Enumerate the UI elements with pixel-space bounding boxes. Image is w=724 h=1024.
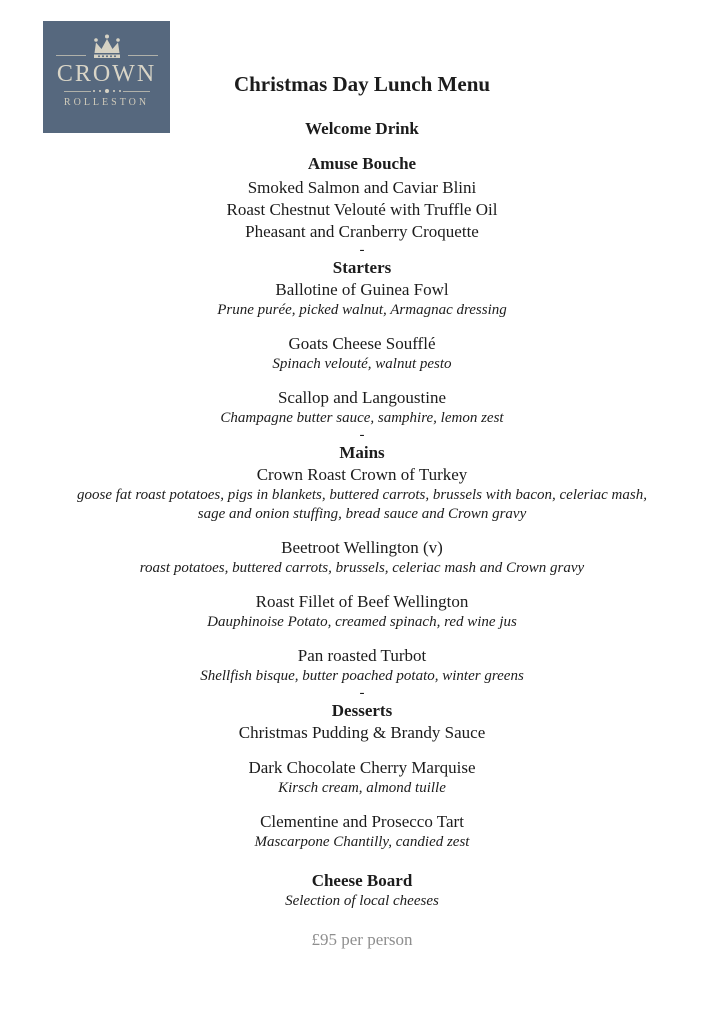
section-heading-welcome-drink: Welcome Drink (305, 119, 419, 138)
crown-rolleston-logo (43, 21, 170, 133)
menu-item: Christmas Pudding & Brandy Sauce (238, 723, 486, 742)
logo-wordmark: CROWN (56, 61, 157, 87)
menu-item: Goats Cheese Soufflé (288, 334, 436, 353)
section-heading-amuse-bouche: Amuse Bouche (307, 154, 417, 173)
section-heading-starters: Starters (332, 258, 392, 277)
menu-item-description: Prune purée, picked walnut, Armagnac dressing (217, 302, 507, 318)
section-heading-cheese-board: Cheese Board (311, 871, 413, 890)
menu-item: Ballotine of Guinea Fowl (275, 280, 449, 299)
menu-item: Roast Fillet of Beef Wellington (255, 592, 469, 611)
logo-left-rule (56, 55, 86, 56)
menu-item-description: Mascarpone Chantilly, candied zest (254, 834, 470, 850)
menu-item: Dark Chocolate Cherry Marquise (248, 758, 476, 777)
menu-item-description: roast potatoes, buttered carrots, brussels, celeriac mash and Crown gravy (139, 560, 585, 576)
logo-crown-row (43, 33, 170, 60)
section-separator: - (359, 685, 365, 701)
logo-subtitle: ROLLESTON (63, 97, 150, 108)
menu-item-description: Spinach velouté, walnut pesto (272, 356, 452, 372)
menu-item-description: Champagne butter sauce, samphire, lemon zest (220, 410, 504, 426)
page-title: Christmas Day Lunch Menu (233, 72, 491, 96)
section-separator: - (359, 427, 365, 443)
menu-item: Crown Roast Crown of Turkey (256, 465, 468, 484)
logo-divider (64, 89, 150, 93)
logo-right-rule (128, 55, 158, 56)
menu-item: Clementine and Prosecco Tart (260, 812, 464, 831)
menu-item: Smoked Salmon and Caviar Blini (247, 178, 477, 197)
menu-item-description: goose fat roast potatoes, pigs in blankets, buttered carrots, brussels with bacon, celeriac mash, sage and onion stuffing, bread sauce and Crown gravy (77, 487, 647, 522)
section-separator: - (359, 242, 365, 258)
section-heading-desserts: Desserts (331, 701, 393, 720)
section-heading-mains: Mains (339, 443, 385, 462)
menu-item-description: Dauphinoise Potato, creamed spinach, red wine jus (207, 614, 517, 630)
menu-item-description: Selection of local cheeses (285, 893, 439, 909)
menu-item: Scallop and Langoustine (277, 388, 447, 407)
menu-item: Pheasant and Cranberry Croquette (245, 222, 479, 241)
menu-item: Beetroot Wellington (v) (281, 538, 443, 557)
menu-item-description: Shellfish bisque, butter poached potato, winter greens (200, 668, 524, 684)
menu-item-description: Kirsch cream, almond tuille (278, 780, 446, 796)
crown-icon (89, 33, 125, 60)
price-note: £95 per person (311, 930, 413, 949)
menu-item: Pan roasted Turbot (297, 646, 427, 665)
menu-item: Roast Chestnut Velouté with Truffle Oil (226, 200, 498, 219)
